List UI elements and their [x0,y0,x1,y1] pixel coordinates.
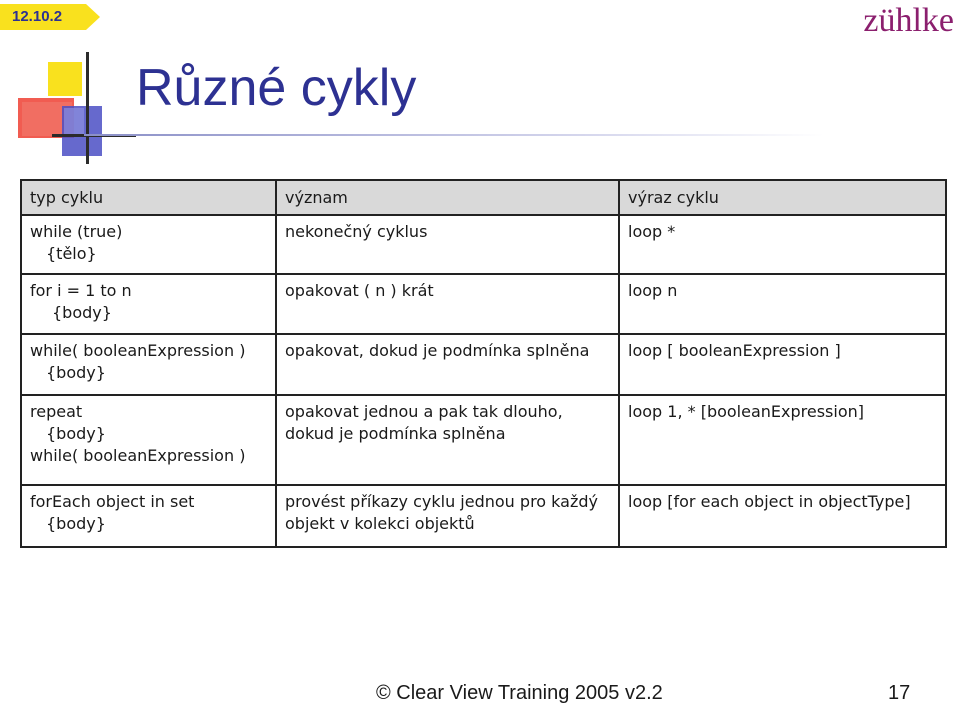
section-number: 12.10.2 [12,8,63,25]
header-meaning: význam [276,180,619,215]
loop-types-table [20,179,947,548]
cell-meaning [276,485,619,547]
footer-copyright: © Clear View Training 2005 v2.2 [376,682,663,704]
cell-expression: loop * [619,215,946,274]
title-underline [84,134,824,136]
cell-type [21,395,276,485]
cell-expression: loop [for each object in objectType] [619,485,946,547]
type-line: {body} [46,363,106,382]
header-expression: výraz cyklu [619,180,946,215]
cell-meaning [276,334,619,395]
header-type: typ cyklu [21,180,276,215]
decorative-squares-graphic [0,48,140,168]
cell-type [21,274,276,334]
type-line: repeat [30,402,83,421]
type-line: for i = 1 to n [30,281,132,300]
type-line: {body} [46,424,106,443]
meaning-line: objekt v kolekci objektů [285,514,475,533]
cell-expression: loop 1, * [booleanExpression] [619,395,946,485]
meaning-line: opakovat, dokud je podmínka splněna [285,341,590,360]
cell-meaning [276,395,619,485]
cell-meaning [276,215,619,274]
cell-type [21,334,276,395]
meaning-line: nekonečný cyklus [285,222,428,241]
type-line: while (true) [30,222,123,241]
zuhlke-logo: zühlke [863,2,954,39]
table-row [21,485,946,547]
cell-expression: loop n [619,274,946,334]
page-number: 17 [888,682,911,704]
section-badge [0,4,100,30]
meaning-line: provést příkazy cyklu jednou pro každý [285,492,598,511]
table-row [21,334,946,395]
cell-type [21,485,276,547]
cell-expression: loop [ booleanExpression ] [619,334,946,395]
type-line: while( booleanExpression ) [30,446,246,465]
cell-meaning [276,274,619,334]
table-row [21,274,946,334]
cell-type [21,215,276,274]
type-line: {body} [46,514,106,533]
type-line: {body} [52,303,112,322]
type-line: while( booleanExpression ) [30,341,246,360]
table-header-row [21,180,946,215]
table-row [21,215,946,274]
meaning-line: opakovat ( n ) krát [285,281,434,300]
type-line: {tělo} [46,244,97,263]
type-line: forEach object in set [30,492,195,511]
meaning-line: dokud je podmínka splněna [285,424,506,443]
page-title: Různé cykly [136,59,417,117]
table-row [21,395,946,485]
meaning-line: opakovat jednou a pak tak dlouho, [285,402,563,421]
